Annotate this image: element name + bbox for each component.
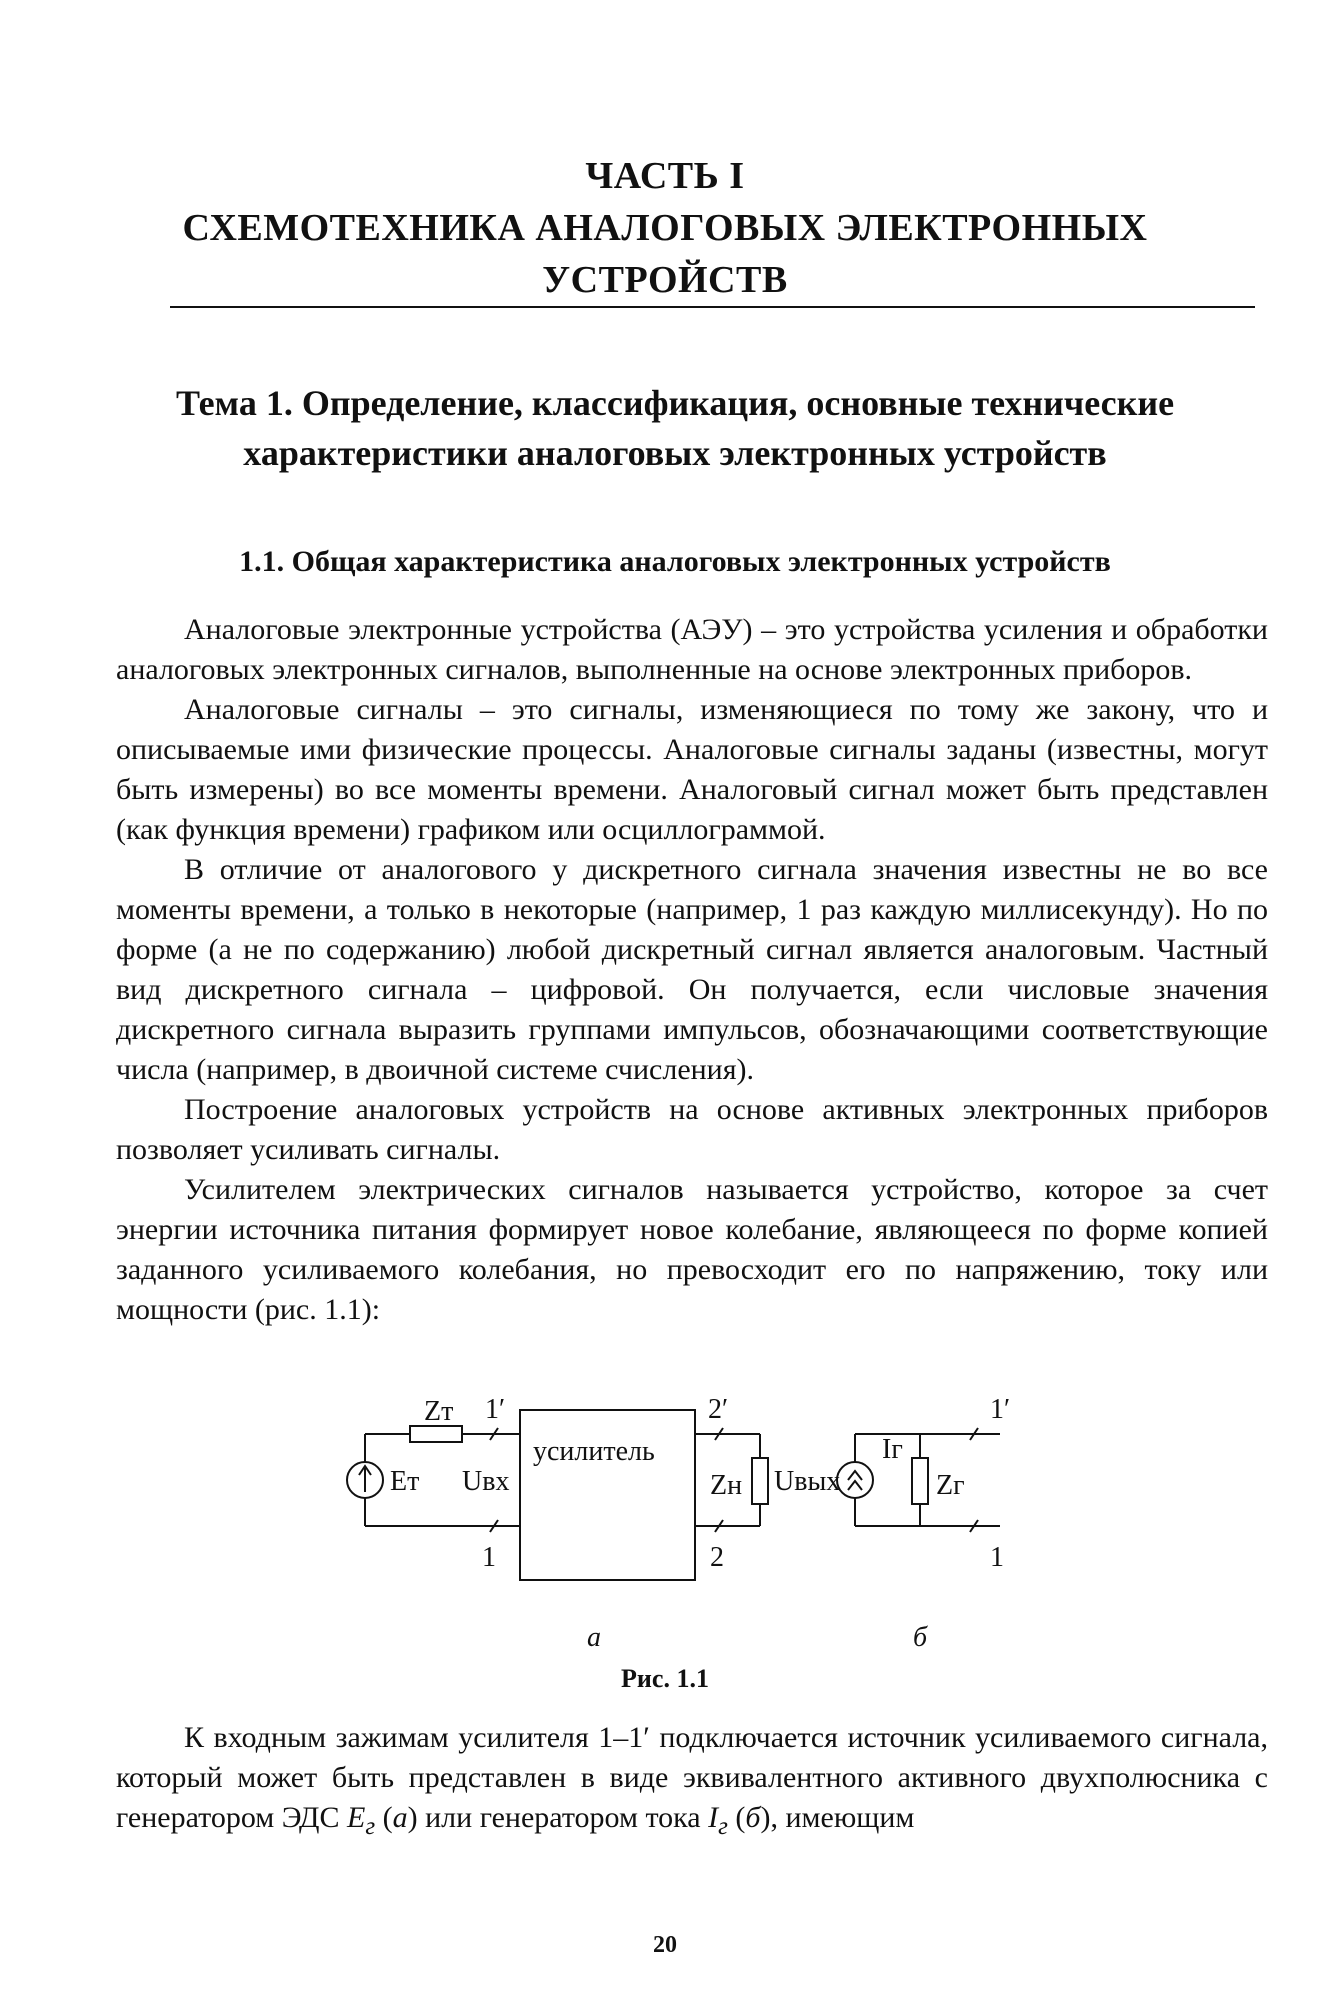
b-port-top-label: 1′ <box>990 1398 1011 1425</box>
resistor-zt <box>410 1426 462 1442</box>
port-1-label: 1 <box>482 1542 496 1573</box>
paragraph: Построение аналоговых устройств на основе активных электронных приборов позволяет усиливать сигналы. <box>116 1093 1268 1166</box>
amplifier-label: усилитель <box>533 1436 655 1467</box>
heading-divider <box>170 306 1255 308</box>
circuit-figure <box>330 1398 1060 1618</box>
topic-title-line: характеристики аналоговых электронных устройств <box>243 433 1107 473</box>
paragraph: В отличие от аналогового у дискретного сигнала значения известны не во все моменты времени, а только в некоторые (например, 1 раз каждую миллисекунду). Но по форме (а не по содержанию) любой дискретный сигнал является аналоговым. Частный вид дискретного сигнала – цифровой. Он получается, если числовые значения дискретного сигнала выразить группами импульсов, обозначающими соответствующие числа (например, в двоичной системе счисления). <box>116 853 1268 1086</box>
b-port-bottom-label: 1 <box>990 1542 1004 1573</box>
resistor-zg <box>912 1458 928 1504</box>
paragraph: Аналоговые сигналы – это сигналы, изменяющиеся по тому же закону, что и описываемые ими физические процессы. Аналоговые сигналы заданы (известны, могут быть измерены) во все моменты времени. Аналоговый сигнал может быть представлен (как функция времени) графиком или осциллограммой. <box>116 693 1268 846</box>
part-title-line: УСТРОЙСТВ <box>542 259 788 301</box>
paragraph: Аналоговые электронные устройства (АЭУ) – это устройства усиления и обработки аналоговых электронных сигналов, выполненные на основе электронных приборов. <box>116 613 1268 686</box>
closing-text <box>116 1718 1268 1847</box>
part-title-line: СХЕМОТЕХНИКА АНАЛОГОВЫХ ЭЛЕКТРОННЫХ <box>182 207 1148 249</box>
zg-label: Zг <box>936 1470 965 1501</box>
port-2prime-label: 2′ <box>708 1398 729 1425</box>
zn-label: Zн <box>710 1470 743 1501</box>
port-2-label: 2 <box>710 1542 724 1573</box>
et-label: Eт <box>390 1466 420 1497</box>
part-heading <box>0 150 1330 306</box>
zt-label: Zт <box>424 1398 454 1427</box>
subfigure-b-label: б <box>913 1622 928 1653</box>
paragraph: Усилителем электрических сигналов называется устройство, которое за счет энергии источника питания формирует новое колебание, являющееся по форме копией заданного усиливаемого колебания, но превосходит его по напряжению, току или мощности (рис. 1.1): <box>116 1173 1268 1326</box>
subfigure-a-label: а <box>587 1622 601 1653</box>
body-text <box>116 610 1268 1330</box>
ig-label: Iг <box>882 1434 903 1465</box>
port-1prime-label: 1′ <box>485 1398 506 1425</box>
uin-label: Uвх <box>462 1466 510 1497</box>
resistor-zn <box>752 1458 768 1504</box>
topic-title-line: Тема 1. Определение, классификация, основные технические <box>175 383 1175 423</box>
topic-heading <box>120 378 1230 478</box>
uout-label: Uвых <box>774 1466 841 1497</box>
page-number: 20 <box>653 1932 677 1958</box>
figure-caption: Рис. 1.1 <box>621 1664 709 1693</box>
part-number: ЧАСТЬ I <box>585 155 745 197</box>
paragraph: К входным зажимам усилителя 1–1′ подключается источник усиливаемого сигнала, который может быть представлен в виде эквивалентного активного двухполюсника с генератором ЭДС $E_г$ (а) или генератором тока $I_г$ (б), имеющим <box>116 1721 1268 1840</box>
section-heading: 1.1. Общая характеристика аналоговых электронных устройств <box>239 545 1111 578</box>
